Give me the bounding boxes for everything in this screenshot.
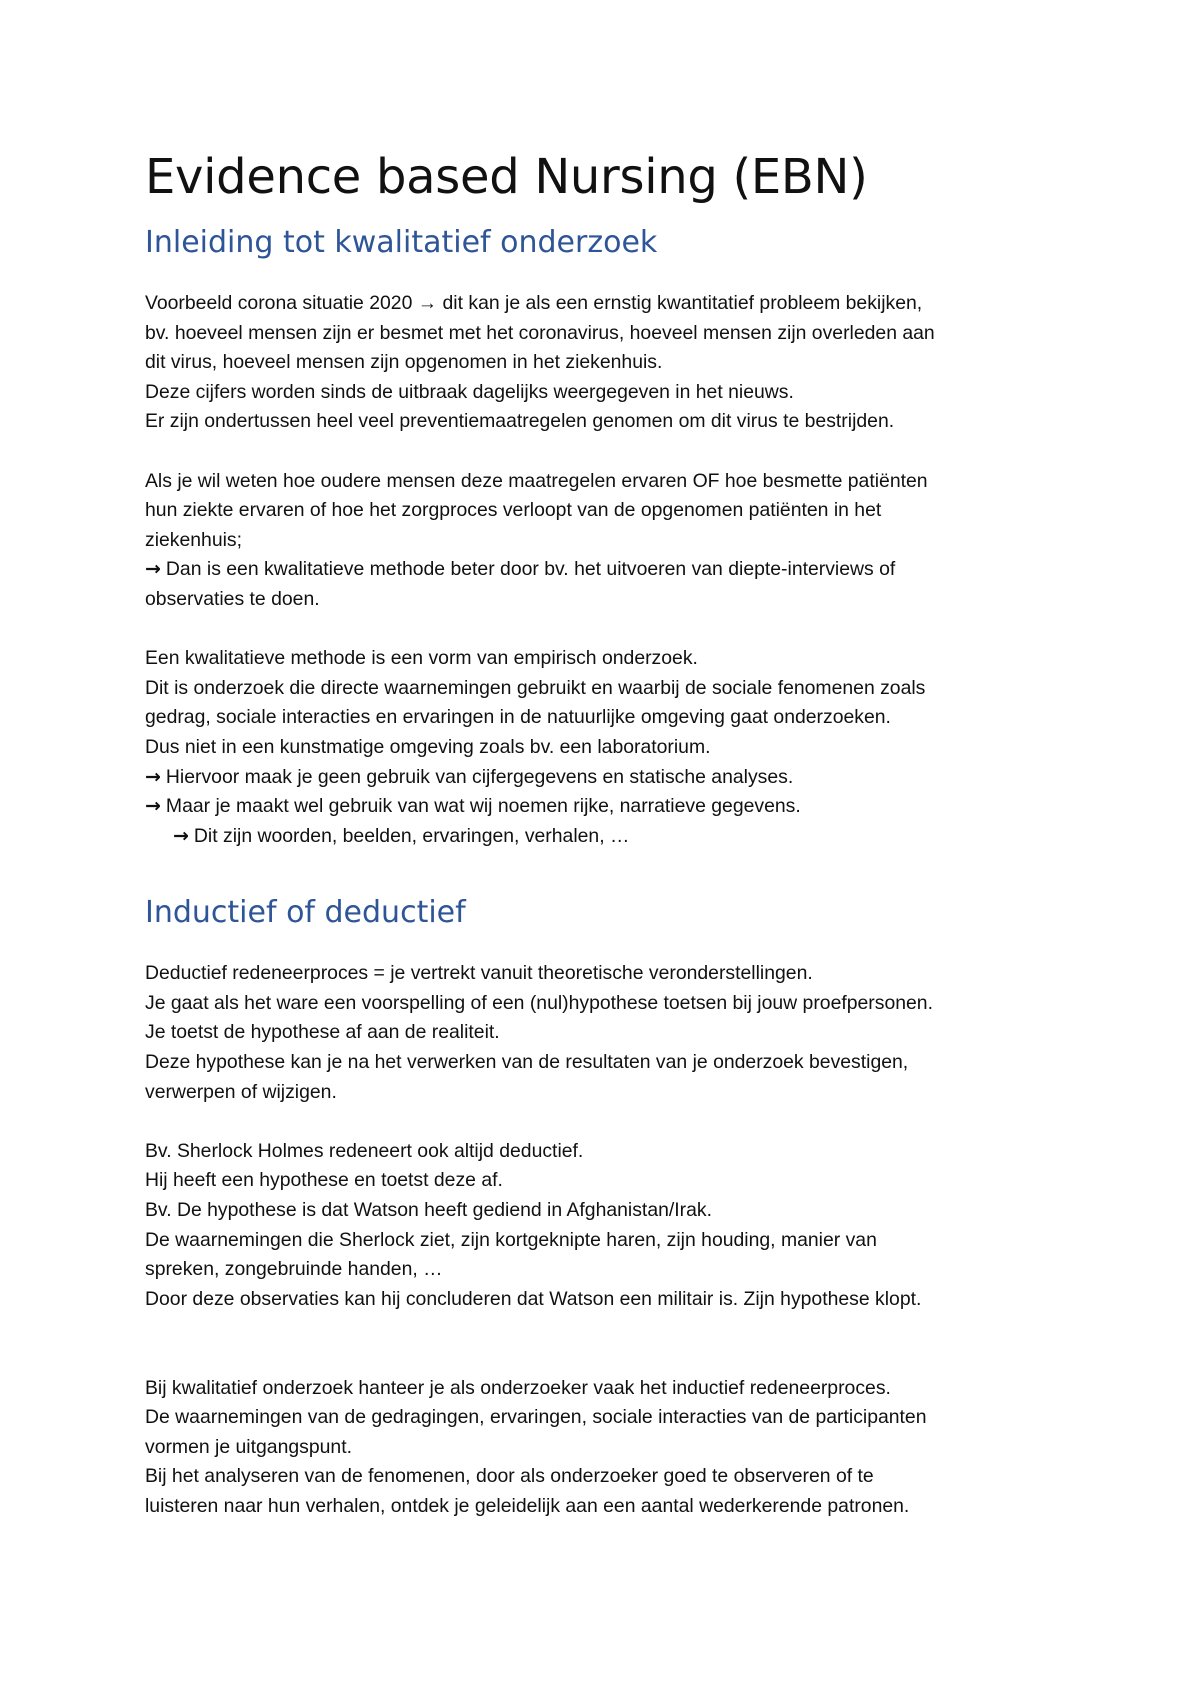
document-body: [145, 146, 1065, 1522]
section-heading-inleiding: Inleiding tot kwalitatief onderzoek: [145, 225, 658, 260]
arrow-icon: →: [145, 558, 161, 581]
text-line: Dit zijn woorden, beelden, ervaringen, verhalen, …: [193, 824, 630, 847]
paragraph-inductive: [145, 1374, 1065, 1522]
text-line: De waarnemingen van de gedragingen, ervaringen, sociale interacties van de participanten: [145, 1406, 927, 1429]
arrow-icon: →: [173, 824, 189, 847]
arrow-line: [145, 792, 1065, 822]
paragraph-gap: [145, 1344, 1065, 1374]
document-title: Evidence based Nursing (EBN): [145, 149, 868, 205]
text-line: dit virus, hoeveel mensen zijn opgenomen in het ziekenhuis.: [145, 351, 663, 374]
arrow-line: [145, 763, 1065, 793]
arrow-icon: →: [145, 795, 161, 818]
text-line: De waarnemingen die Sherlock ziet, zijn kortgeknipte haren, zijn houding, manier van: [145, 1228, 877, 1251]
text-line: Dus niet in een kunstmatige omgeving zoals bv. een laboratorium.: [145, 735, 711, 758]
arrow-line: [145, 555, 1065, 585]
text-line: Je toetst de hypothese af aan de realiteit.: [145, 1021, 500, 1044]
text-line: Dan is een kwalitatieve methode beter door bv. het uitvoeren van diepte-interviews of: [165, 558, 896, 581]
text-line: Maar je maakt wel gebruik van wat wij noemen rijke, narratieve gegevens.: [165, 795, 801, 818]
text-line: Voorbeeld corona situatie 2020 → dit kan je als een ernstig kwantitatief probleem bekijken,: [145, 292, 923, 314]
paragraph-gap: [145, 615, 1065, 645]
arrow-icon: →: [145, 765, 161, 788]
text-line: Dit is onderzoek die directe waarnemingen gebruikt en waarbij de sociale fenomenen zoals: [145, 676, 926, 699]
section-heading-inductief: Inductief of deductief: [145, 895, 466, 931]
paragraph-qualitative-method: [145, 644, 1065, 851]
paragraph-deductive: [145, 959, 1065, 1107]
text-line: Bv. Sherlock Holmes redeneert ook altijd deductief.: [145, 1139, 584, 1162]
text-line: luisteren naar hun verhalen, ontdek je geleidelijk aan een aantal wederkerende patronen.: [145, 1494, 910, 1517]
text-line: Door deze observaties kan hij concluderen dat Watson een militair is. Zijn hypothese klopt.: [145, 1287, 922, 1310]
paragraph-corona-example: [145, 289, 1065, 437]
text-line: Hiervoor maak je geen gebruik van cijfergegevens en statische analyses.: [165, 765, 794, 788]
paragraph-gap: [145, 437, 1065, 467]
text-line: bv. hoeveel mensen zijn er besmet met het coronavirus, hoeveel mensen zijn overleden aan: [145, 321, 935, 344]
text-line: verwerpen of wijzigen.: [145, 1080, 337, 1103]
paragraph-gap: [145, 1314, 1065, 1344]
text-line: Bij het analyseren van de fenomenen, door als onderzoeker goed te observeren of te: [145, 1465, 874, 1488]
paragraph-sherlock-example: [145, 1137, 1065, 1315]
text-line: Bv. De hypothese is dat Watson heeft gediend in Afghanistan/Irak.: [145, 1199, 712, 1222]
paragraph-gap: [145, 1107, 1065, 1137]
text-line: hun ziekte ervaren of hoe het zorgproces verloopt van de opgenomen patiënten in het: [145, 499, 882, 522]
text-line: observaties te doen.: [145, 587, 320, 610]
paragraph-experience-question: [145, 467, 1065, 615]
text-line: Als je wil weten hoe oudere mensen deze maatregelen ervaren OF hoe besmette patiënten: [145, 469, 928, 492]
text-line: vormen je uitgangspunt.: [145, 1435, 352, 1458]
text-line: spreken, zongebruinde handen, …: [145, 1258, 443, 1281]
text-line: Hij heeft een hypothese en toetst deze af.: [145, 1169, 503, 1192]
text-line: Deze cijfers worden sinds de uitbraak dagelijks weergegeven in het nieuws.: [145, 380, 794, 403]
text-line: Er zijn ondertussen heel veel preventiemaatregelen genomen om dit virus te bestrijden.: [145, 410, 895, 433]
text-line: Je gaat als het ware een voorspelling of een (nul)hypothese toetsen bij jouw proefpersonen.: [145, 991, 933, 1014]
arrow-line-indented: [145, 822, 1065, 852]
text-line: gedrag, sociale interacties en ervaringen in de natuurlijke omgeving gaat onderzoeken.: [145, 706, 891, 729]
text-line: Deductief redeneerproces = je vertrekt vanuit theoretische veronderstellingen.: [145, 962, 813, 985]
text-line: Bij kwalitatief onderzoek hanteer je als onderzoeker vaak het inductief redeneerproces.: [145, 1376, 891, 1399]
text-line: Een kwalitatieve methode is een vorm van empirisch onderzoek.: [145, 647, 698, 670]
text-line: Deze hypothese kan je na het verwerken van de resultaten van je onderzoek bevestigen,: [145, 1051, 909, 1074]
text-line: ziekenhuis;: [145, 528, 243, 551]
